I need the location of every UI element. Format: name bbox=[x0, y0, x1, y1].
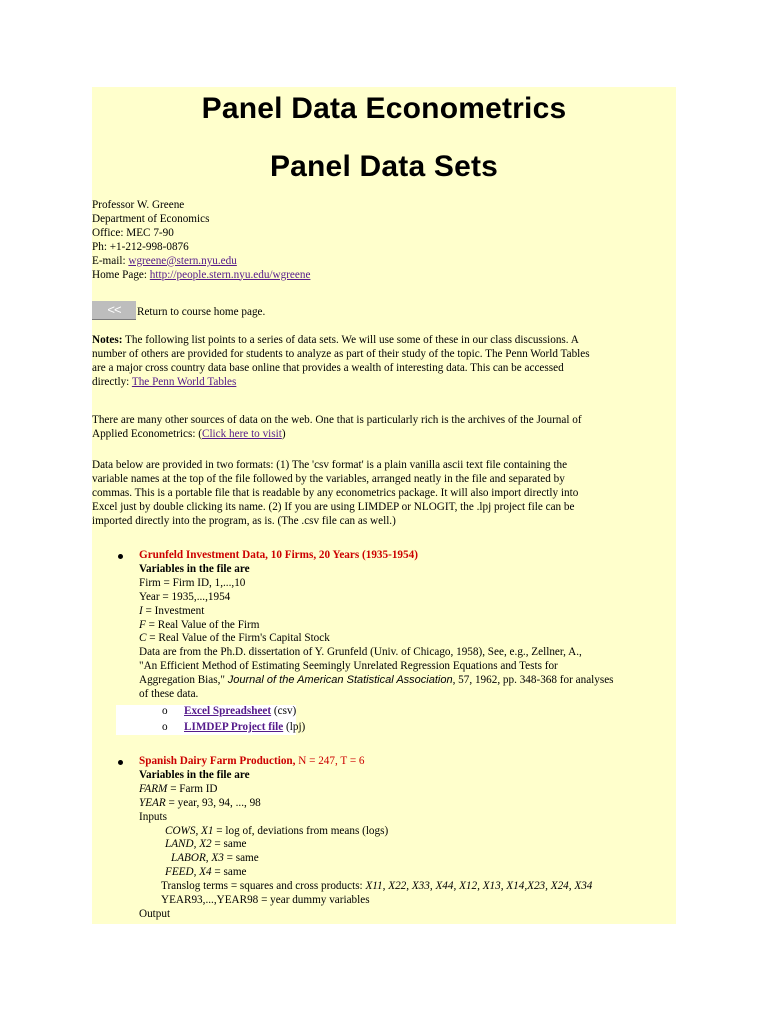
home-page-line: Home Page: http://people.stern.nyu.edu/wgreene bbox=[92, 268, 311, 281]
notes-paragraph: Notes: The following list points to a series of data sets. We will use some of these in our class discussions. A number of others are provided for students to analyze as part of their study of the topic. The Penn World Tables are a major cross country data base online that provides a wealth of interesting data. This can be accessed directly: The Penn World Tables bbox=[92, 334, 590, 388]
home-page-link[interactable]: http://people.stern.nyu.edu/wgreene bbox=[149, 268, 311, 281]
page-content bbox=[92, 87, 676, 924]
bullet-icon bbox=[118, 554, 123, 559]
grunfeld-title: Grunfeld Investment Data, 10 Firms, 20 Years (1935-1954) bbox=[139, 549, 418, 561]
return-row bbox=[92, 301, 676, 320]
dairy-title: Spanish Dairy Farm Production, bbox=[139, 755, 296, 767]
penn-world-tables-link[interactable]: The Penn World Tables bbox=[131, 375, 237, 388]
grunfeld-section: Grunfeld Investment Data, 10 Firms, 20 Years (1935-1954) Variables in the file are Firm = Firm ID, 1,...,10 Year = 1935,...,1954 I = Investment F = Real Value of the Firm C = Real Value of the Firm's Capital Stock Data are from the Ph.D. dissertation of Y. Grunfeld (Univ. of Chicago, 1958), See, e.g., Zellner, A., "An Efficient Method of Estimating Seemingly Unrelated Regression Equations and Tests for Aggregation Bias," Journal of the American Statistical Association, 57, 1962, pp. 348-368 for analyses of these data. bbox=[139, 549, 676, 702]
dairy-section: Spanish Dairy Farm Production, N = 247, T = 6 Variables in the file are FARM = Farm ID YEAR = year, 93, 94, ..., 98 Inputs COWS, X1 = log of, deviations from means (logs) LAND, X2 = same LABOR, X3 = same FEED, X4 = same Translog terms = squares and cross products: X11, X22, X33, X44, X12, X13, X14,X23, X24, X34 YEAR93,...,YEAR98 = year dummy variables Output bbox=[139, 755, 593, 920]
contact-info bbox=[92, 199, 676, 282]
formats-paragraph: Data below are provided in two formats: (1) The 'csv format' is a plain vanilla ascii text file containing the variable names at the top of the file followed by the variables, arranged neatly in the file and separated by commas. This is a portable file that is readable by any econometrics package. It will also import directly into Excel just by double clicking its name. (2) If you are using LIMDEP or NLOGIT, the .lpj project file can be imported directly into the program, as is. (The .csv file can as well.) bbox=[92, 459, 579, 527]
email-line: E-mail: wgreene@stern.nyu.edu bbox=[92, 254, 237, 267]
notes-label: Notes: bbox=[92, 334, 123, 346]
grunfeld-downloads bbox=[162, 705, 676, 735]
phone: Ph: +1-212-998-0876 bbox=[92, 240, 189, 253]
excel-spreadsheet-link[interactable]: Excel Spreadsheet bbox=[184, 705, 272, 717]
professor-name: Professor W. Greene bbox=[92, 199, 185, 211]
return-button[interactable]: << bbox=[92, 301, 136, 320]
office: Office: MEC 7-90 bbox=[92, 226, 174, 239]
page-title: Panel Data Econometrics bbox=[201, 92, 567, 125]
excel-download-item: o Excel Spreadsheet (csv) bbox=[162, 705, 297, 717]
email-link[interactable]: wgreene@stern.nyu.edu bbox=[128, 254, 237, 267]
limdep-download-item: o LIMDEP Project file (lpj) bbox=[162, 720, 306, 733]
jae-archive-link[interactable]: Click here to visit bbox=[201, 427, 282, 440]
page-subtitle: Panel Data Sets bbox=[269, 150, 499, 183]
bullet-icon bbox=[118, 760, 123, 765]
department: Department of Economics bbox=[92, 212, 210, 225]
limdep-project-link[interactable]: LIMDEP Project file bbox=[184, 720, 284, 733]
return-text: Return to course home page. bbox=[137, 305, 266, 318]
sources-paragraph: There are many other sources of data on the web. One that is particularly rich is the archives of the Journal of Applied Econometrics: (Click here to visit) bbox=[92, 414, 582, 440]
